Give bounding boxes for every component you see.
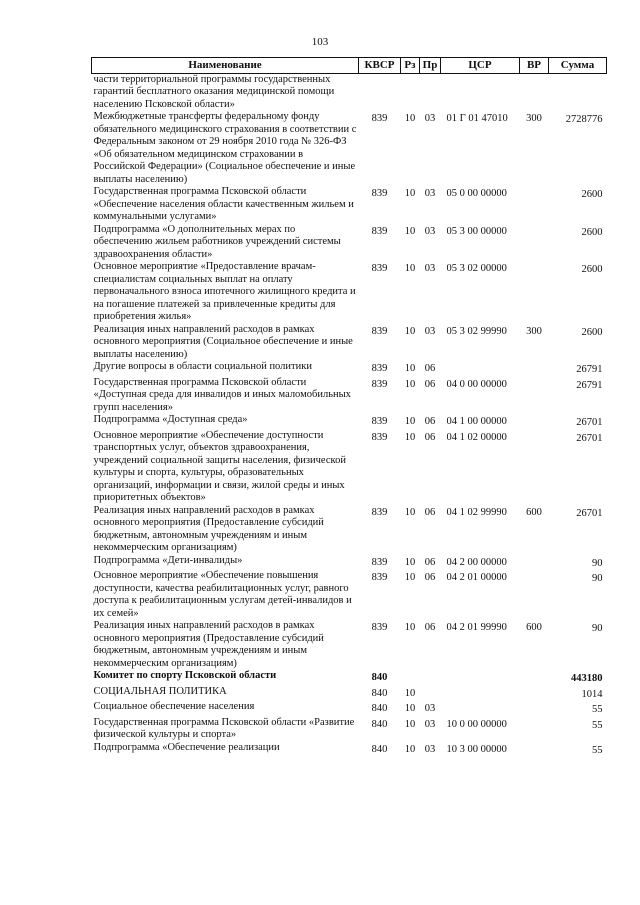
cell-rz: 10 <box>404 363 416 374</box>
cell-csr: 04 2 00 00000 <box>446 556 507 568</box>
cell-name: Основное мероприятие «Обеспечение повышения доступности, качества реабилитационных услуг, равного доступа к реабилитационным услугам детей-инвалидов и их семей» <box>93 570 352 619</box>
cell-csr: 05 3 02 99990 <box>446 325 507 337</box>
table-row <box>92 570 607 620</box>
cell-csr: 04 2 01 00000 <box>446 572 507 583</box>
cell-rz: 10 <box>404 113 416 124</box>
cell-rz: 10 <box>404 556 416 568</box>
header-sum: Сумма <box>549 58 607 74</box>
cell-name: Межбюджетные трансферты федеральному фонду обязательного медицинского страхования в соответствии с Федеральным законом от 29 ноября 2010 года № 326-ФЗ «Об обязательном медицинском страховании в Российской Федерации» (Социальное обеспечение и иные выплаты населению) <box>93 111 357 185</box>
table-row <box>92 111 607 186</box>
cell-csr: 05 3 00 00000 <box>446 225 507 237</box>
cell-name: Подпрограмма «Обеспечение реализации <box>93 741 280 753</box>
cell-csr: 04 1 02 99990 <box>446 506 507 518</box>
cell-kvsr: 840 <box>371 687 388 699</box>
table-body <box>92 73 607 757</box>
cell-name: Другие вопросы в области социальной политики <box>93 361 312 372</box>
cell-pr: 06 <box>424 622 436 633</box>
cell-kvsr <box>359 73 401 111</box>
cell-sum: 2600 <box>581 226 603 238</box>
cell-csr <box>441 361 520 377</box>
cell-csr: 04 1 00 00000 <box>446 416 507 427</box>
header-csr: ЦСР <box>441 58 520 74</box>
cell-rz: 10 <box>404 622 416 633</box>
cell-csr: 05 3 02 00000 <box>446 263 507 274</box>
cell-rz: 10 <box>404 188 416 199</box>
cell-pr: 06 <box>424 431 436 443</box>
cell-csr: 04 1 02 00000 <box>446 431 507 443</box>
table-row <box>92 186 607 224</box>
cell-kvsr: 840 <box>371 672 388 683</box>
cell-csr: 04 0 00 00000 <box>446 378 507 390</box>
cell-csr <box>441 73 520 111</box>
cell-vr <box>520 570 549 620</box>
cell-sum: 55 <box>592 704 603 715</box>
table-row <box>92 686 607 702</box>
cell-pr <box>420 686 441 702</box>
table-row <box>92 701 607 717</box>
cell-kvsr: 839 <box>371 556 388 568</box>
cell-sum: 2728776 <box>565 114 603 125</box>
cell-sum: 443180 <box>571 673 603 684</box>
cell-kvsr: 839 <box>371 572 388 583</box>
cell-name: СОЦИАЛЬНАЯ ПОЛИТИКА <box>93 685 227 697</box>
cell-rz: 10 <box>404 506 416 518</box>
cell-vr <box>520 742 549 758</box>
cell-name: Основное мероприятие «Обеспечение доступности транспортных услуг, объектов здравоохранения, учреждений социальной защиты населения, физической культуры и спорта, культуры, образовательных организаций, информации и связи, жилой среды и иных приоритетных объектов» <box>93 429 346 503</box>
cell-vr <box>520 670 549 686</box>
cell-kvsr: 839 <box>371 622 388 633</box>
table-row <box>92 73 607 111</box>
table-row <box>92 324 607 362</box>
cell-kvsr: 839 <box>371 431 388 443</box>
cell-vr <box>520 186 549 224</box>
cell-pr: 06 <box>424 416 436 427</box>
table-row <box>92 742 607 758</box>
header-name: Наименование <box>92 58 359 74</box>
table-header-row <box>92 58 607 74</box>
cell-sum: 90 <box>592 573 603 584</box>
table-row <box>92 414 607 430</box>
page-number: 103 <box>311 36 329 48</box>
cell-vr <box>520 701 549 717</box>
table-row <box>92 261 607 324</box>
cell-name: части территориальной программы государственных гарантий бесплатного оказания медицинской помощи населению Псковской области» <box>93 73 335 110</box>
cell-sum: 26701 <box>576 507 603 519</box>
cell-sum: 55 <box>592 719 603 731</box>
cell-vr <box>520 224 549 262</box>
cell-pr: 03 <box>424 743 436 755</box>
cell-vr <box>520 555 549 571</box>
cell-kvsr: 839 <box>371 225 388 237</box>
cell-pr: 06 <box>424 572 436 583</box>
cell-csr: 05 0 00 00000 <box>446 188 507 199</box>
cell-csr: 10 3 00 00000 <box>446 743 507 755</box>
table-row <box>92 224 607 262</box>
cell-kvsr: 839 <box>371 325 388 337</box>
cell-kvsr: 839 <box>371 188 388 199</box>
cell-name: Государственная программа Псковской области «Развитие физической культуры и спорта» <box>93 716 355 740</box>
cell-sum: 26791 <box>576 364 603 375</box>
cell-csr: 10 0 00 00000 <box>446 718 507 730</box>
cell-sum: 90 <box>592 623 603 634</box>
cell-vr <box>520 414 549 430</box>
cell-csr <box>441 670 520 686</box>
cell-sum: 26701 <box>576 432 603 444</box>
cell-csr: 01 Г 01 47010 <box>446 113 508 124</box>
cell-name: Подпрограмма «Дети-инвалиды» <box>93 554 243 566</box>
cell-csr <box>441 686 520 702</box>
cell-rz: 10 <box>404 703 416 714</box>
header-pr: Пр <box>420 58 441 74</box>
budget-table <box>91 57 607 757</box>
header-kvsr: КВСР <box>359 58 401 74</box>
cell-kvsr: 839 <box>371 363 388 374</box>
cell-name: Реализация иных направлений расходов в рамках основного мероприятия (Предоставление субсидий бюджетным, автономным учреждениям и иным некоммерческим организациям) <box>93 620 324 669</box>
cell-rz: 10 <box>404 687 416 699</box>
cell-vr: 600 <box>526 506 542 518</box>
table-row <box>92 670 607 686</box>
cell-vr <box>520 377 549 415</box>
cell-pr: 03 <box>424 703 436 714</box>
cell-sum: 2600 <box>581 326 603 338</box>
cell-vr <box>520 361 549 377</box>
cell-vr <box>520 430 549 505</box>
cell-rz: 10 <box>404 718 416 730</box>
cell-kvsr: 839 <box>371 506 388 518</box>
cell-sum: 2600 <box>581 189 603 200</box>
cell-kvsr: 839 <box>371 416 388 427</box>
cell-name: Подпрограмма «Доступная среда» <box>93 414 248 425</box>
cell-rz: 10 <box>404 416 416 427</box>
cell-pr: 06 <box>424 378 436 390</box>
cell-rz: 10 <box>404 572 416 583</box>
cell-vr <box>520 686 549 702</box>
cell-kvsr: 840 <box>371 743 388 755</box>
cell-sum: 2600 <box>581 264 603 275</box>
cell-pr: 03 <box>424 325 436 337</box>
cell-vr <box>520 73 549 111</box>
cell-sum: 55 <box>592 744 603 756</box>
cell-name: Комитет по спорту Псковской области <box>93 670 277 681</box>
cell-kvsr: 840 <box>371 703 388 714</box>
cell-pr: 06 <box>424 363 436 374</box>
cell-pr <box>420 670 441 686</box>
table-row <box>92 505 607 555</box>
cell-rz: 10 <box>404 378 416 390</box>
cell-kvsr: 839 <box>371 113 388 124</box>
table-row <box>92 430 607 505</box>
cell-pr: 06 <box>424 556 436 568</box>
table-row <box>92 717 607 742</box>
cell-rz <box>401 73 420 111</box>
cell-vr: 300 <box>526 325 542 337</box>
cell-sum: 26701 <box>576 417 603 428</box>
cell-pr: 03 <box>424 718 436 730</box>
cell-name: Государственная программа Псковской области «Доступная среда для инвалидов и иных маломобильных групп населения» <box>93 376 351 413</box>
cell-vr <box>520 261 549 324</box>
cell-kvsr: 839 <box>371 378 388 390</box>
cell-name: Реализация иных направлений расходов в рамках основного мероприятия (Предоставление субсидий бюджетным, автономным учреждениям и иным некоммерческим организациям) <box>93 504 324 553</box>
cell-pr: 03 <box>424 113 436 124</box>
cell-vr: 600 <box>526 622 542 633</box>
cell-sum <box>549 73 607 111</box>
cell-csr: 04 2 01 99990 <box>446 622 507 633</box>
cell-rz: 10 <box>404 263 416 274</box>
cell-pr: 03 <box>424 188 436 199</box>
cell-pr <box>420 73 441 111</box>
cell-rz: 10 <box>404 743 416 755</box>
cell-vr <box>520 717 549 742</box>
cell-name: Социальное обеспечение населения <box>93 701 255 712</box>
cell-kvsr: 839 <box>371 263 388 274</box>
cell-rz: 10 <box>404 325 416 337</box>
cell-name: Основное мероприятие «Предоставление врачам-специалистам социальных выплат на оплату первоначального взноса ипотечного жилищного кредита и на погашение платежей за привлеченные кредиты для приобретения жилья» <box>93 261 356 322</box>
cell-name: Подпрограмма «О дополнительных мерах по обеспечению жильем работников учреждений системы здравоохранения области» <box>93 223 341 260</box>
table-row <box>92 361 607 377</box>
cell-vr: 300 <box>526 113 542 124</box>
table-row <box>92 377 607 415</box>
cell-rz: 10 <box>404 431 416 443</box>
cell-name: Реализация иных направлений расходов в рамках основного мероприятия (Социальное обеспечение и иные выплаты населению) <box>93 323 353 360</box>
cell-rz: 10 <box>404 225 416 237</box>
cell-kvsr: 840 <box>371 718 388 730</box>
cell-sum: 1014 <box>581 688 603 700</box>
cell-rz <box>401 670 420 686</box>
cell-csr <box>441 701 520 717</box>
cell-sum: 90 <box>592 557 603 569</box>
cell-pr: 03 <box>424 263 436 274</box>
table-row <box>92 620 607 670</box>
cell-name: Государственная программа Псковской области «Обеспечение населения области качественным жильем и коммунальными услугами» <box>93 186 354 222</box>
table-row <box>92 555 607 571</box>
header-vr: ВР <box>520 58 549 74</box>
cell-pr: 03 <box>424 225 436 237</box>
cell-sum: 26791 <box>576 379 603 391</box>
header-rz: Рз <box>401 58 420 74</box>
cell-pr: 06 <box>424 506 436 518</box>
